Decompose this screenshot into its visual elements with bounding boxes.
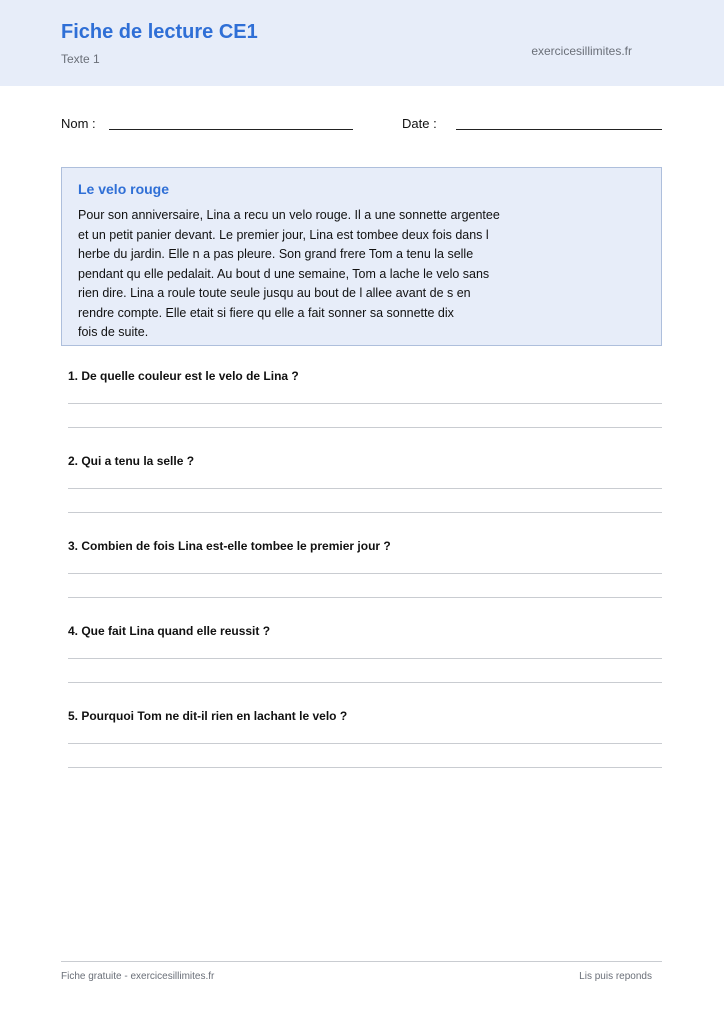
page-header	[0, 0, 724, 86]
question-block	[68, 708, 662, 724]
page-subtitle: Texte 1	[61, 52, 100, 66]
site-name: exercicesillimites.fr	[531, 44, 632, 58]
reading-line: et un petit panier devant. Le premier jour, Lina est tombee deux fois dans l	[78, 227, 489, 242]
reading-line: pendant qu elle pedalait. Au bout d une semaine, Tom a lache le velo sans	[78, 266, 490, 281]
answer-line[interactable]	[68, 767, 662, 768]
answer-line[interactable]	[68, 403, 662, 404]
reading-box	[61, 167, 662, 346]
footer-left-text: Fiche gratuite - exercicesillimites.fr	[61, 971, 215, 982]
question-block	[68, 453, 662, 469]
question-text: 2. Qui a tenu la selle ?	[68, 454, 195, 468]
question-text: 5. Pourquoi Tom ne dit-il rien en lachant le velo ?	[68, 709, 348, 723]
answer-line[interactable]	[68, 488, 662, 489]
reading-line: Pour son anniversaire, Lina a recu un velo rouge. Il a une sonnette argentee	[78, 208, 500, 222]
page-title: Fiche de lecture CE1	[61, 21, 258, 43]
answer-line[interactable]	[68, 573, 662, 574]
question-block	[68, 538, 662, 554]
reading-line: rendre compte. Elle etait si fiere qu elle a fait sonner sa sonnette dix	[78, 305, 454, 320]
date-label: Date :	[402, 116, 437, 131]
question-text: 3. Combien de fois Lina est-elle tombee le premier jour ?	[68, 539, 391, 553]
footer-right-text: Lis puis reponds	[579, 971, 652, 982]
question-text: 4. Que fait Lina quand elle reussit ?	[68, 624, 271, 638]
date-line	[456, 129, 662, 130]
question-block	[68, 623, 662, 639]
question-block	[68, 368, 662, 384]
answer-line[interactable]	[68, 427, 662, 428]
answer-line[interactable]	[68, 743, 662, 744]
answer-line[interactable]	[68, 682, 662, 683]
answer-line[interactable]	[68, 512, 662, 513]
reading-title: Le velo rouge	[78, 181, 170, 197]
reading-text	[78, 206, 556, 343]
reading-line: herbe du jardin. Elle n a pas pleure. Son grand frere Tom a tenu la selle	[78, 247, 474, 261]
answer-line[interactable]	[68, 597, 662, 598]
name-line	[109, 129, 353, 130]
footer-divider	[61, 961, 662, 962]
question-text: 1. De quelle couleur est le velo de Lina ?	[68, 369, 299, 383]
name-label: Nom :	[61, 116, 96, 131]
answer-line[interactable]	[68, 658, 662, 659]
reading-line: rien dire. Lina a roule toute seule jusqu au bout de l allee avant de s en	[78, 286, 471, 300]
reading-line: fois de suite.	[78, 325, 149, 339]
